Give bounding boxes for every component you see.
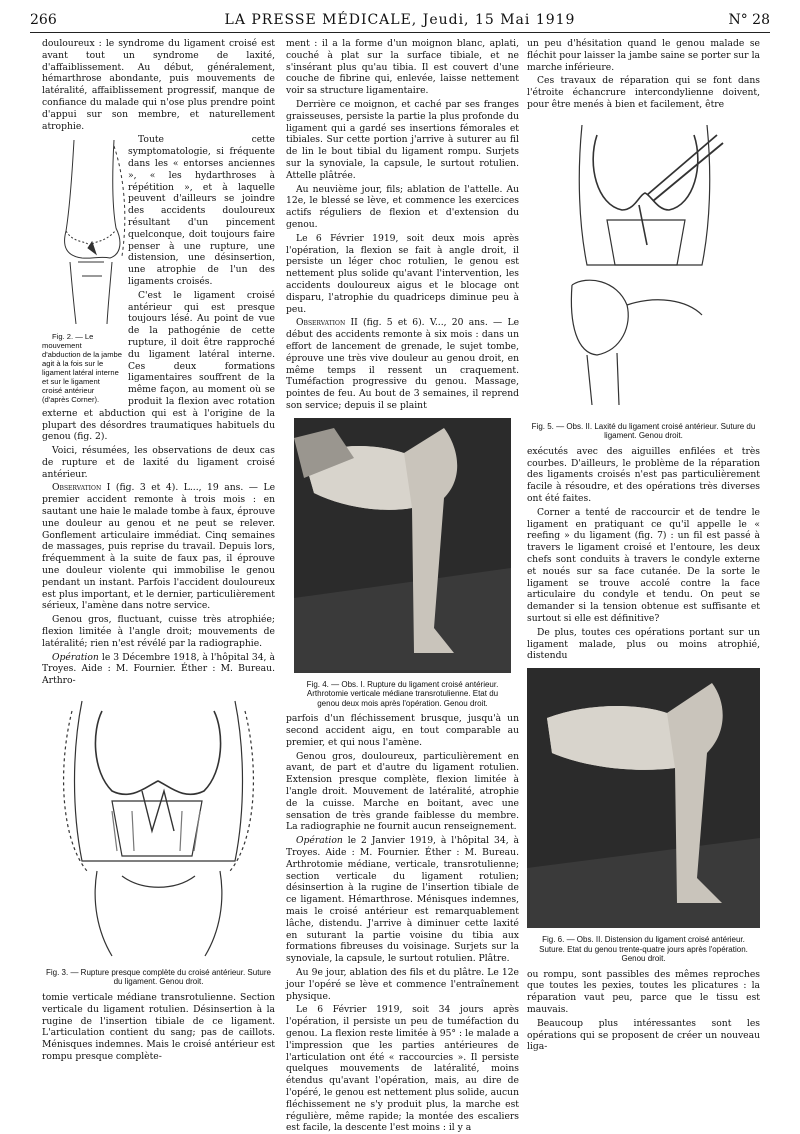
- column-2: [286, 38, 520, 1134]
- paragraph: ment : il a la forme d'un moignon blanc, aplati, couché à plat sur la surface tibiale, et ne s'insérant plus qu'au tibia. Il est couvert d'une couche de fibrine qui, enlevée, laisse nettement voir sa structure ligamentaire.: [286, 38, 519, 97]
- paragraph: Genou gros, douloureux, particulièrement en avant, de part et d'autre du ligament rotulien. Extension presque complète, flexion limitée à l'angle droit. Mouvement de latéralité, atrophie de la cuisse. Marche en boitant, avec une sensation de très grande faiblesse du membre. La radiographie ne fournit aucun renseignement.: [286, 750, 519, 833]
- paragraph-text: (fig. 5 et 6). V..., 20 ans. — Le début des accidents remonte à six mois : dans un effort de lancement de grenade, le sujet tombe, éprouve une très vive douleur au genou droit, en même temps il ressent un craquement. Tuméfaction progressive du genou. Massage, pointes de feu. Au bout de 3 semaines, il reprend son service; depuis il se plaint: [286, 317, 520, 411]
- figure-3-caption: Fig. 3. — Rupture presque complète du croisé antérieur. Suture du ligament. Genou droit.: [45, 967, 271, 987]
- paragraph: douloureux : le syndrome du ligament croisé est avant tout un syndrome de laxité, d'affaiblissement. Au début, généralement, hémarthrose abondante, puis mouvements de latéralité, affaiblissement progressif, manque de confiance du malade qui n'ose plus prendre point d'appui sur son membre, et naturellement atrophie.: [42, 38, 275, 132]
- paragraph: [286, 835, 519, 965]
- paragraph-text: le 2 Janvier 1919, à l'hôpital 34, à Troyes. Aide : M. Fournier. Éther : M. Bureau. Arthrotomie médiane, verticale, transrotulienne; section verticale du ligament rotulien; désinsertion à la rugine de l'insertion tibiale de ce ligament. Hémarthrose. Ménisques indemnes, mais le croisé antérieur est remarquablement lâche, distendu. J'arrive à diminuer cette laxité en suturant la partie voisine du tibia aux formations fibreuses du voisinage. Surjets sur la synoviale, la capsule, le surtout rotulien. Plâtre.: [286, 835, 519, 965]
- paragraph-text: (fig. 3 et 4). L..., 19 ans. — Le premier accident remonte à trois mois : en sautant une haie le malade tombe à faux, éprouve une douleur au genou et ne peut se relever. Gonflement articulaire immédiat. Cinq semaines de massages, puis reprise du travail. Depuis lors, fréquemment à la suite de faux pas, il éprouve une douleur violente qui immobilise le genou pendant un instant. Parfois l'accident douloureux est plus important, et le dernier, particulièrement sérieux, l'amène dans notre service.: [42, 482, 276, 612]
- figure-4: [294, 418, 511, 714]
- figure-6: [527, 668, 760, 969]
- operation-label: Opération: [52, 651, 99, 663]
- paragraph: [42, 482, 275, 612]
- column-1: [42, 38, 275, 1078]
- paragraph: [286, 317, 519, 411]
- observation-label: Observation II: [296, 317, 358, 329]
- paragraph: Derrière ce moignon, et caché par ses franges graisseuses, persiste la partie la plus profonde du ligament qui a gardé ses insertions fémorales et tibiales. Sur cette portion j'arrive à suturer au fil de lin le bout tibial du ligament rompu. Surjets sur la synoviale, la capsule, le surtout rotulien. Attelle plâtrée.: [286, 98, 519, 181]
- figure-5: [527, 115, 760, 446]
- paragraph: tomie verticale médiane transrotulienne. Section verticale du ligament rotulien. Désinsertion à la rugine de l'insertion tibiale de ce ligament. L'articulation contient du sang; pas de caillots. Ménisques indemnes. Mais le croisé antérieur est rompu presque complète-: [42, 992, 275, 1062]
- issue-number: N° 28: [728, 12, 770, 28]
- paragraph-text: Toute cette symptomatologie, si fréquente dans les « entorses anciennes », « les hydarthroses à répétition », et à laquelle peuvent d'ailleurs se joindre des accidents douloureux résultant d'un pincement quelconque, doit toujours faire penser à une rupture, une distension, une désinsertion, une atrophie de l'un des ligaments croisés.: [128, 134, 275, 287]
- knee-photograph: [294, 418, 511, 673]
- column-3: [527, 38, 760, 1078]
- journal-title: LA PRESSE MÉDICALE, Jeudi, 15 Mai 1919: [224, 12, 576, 28]
- observation-label: Observation I: [52, 482, 111, 494]
- operation-label: Opération: [296, 835, 343, 847]
- paragraph: Au neuvième jour, fils; ablation de l'attelle. Au 12e, le blessé se lève, et commence les exercices actifs réguliers de flexion et d'extension du genou.: [286, 183, 519, 230]
- knee-suture-illustration: [42, 691, 275, 961]
- page-header: [30, 10, 770, 33]
- paragraph: Voici, résumées, les observations de deux cas de rupture et de laxité du ligament croisé antérieur.: [42, 445, 275, 480]
- paragraph: Le 6 Février 1919, soit deux mois après l'opération, la flexion se fait à angle droit, il persiste un léger choc rotulien, le genou est nettement plus solide qu'avant l'intervention, les accidents douloureux aigus et le blocage ont disparu, l'atrophie du quadriceps diminue peu à peu.: [286, 232, 519, 315]
- paragraph: De plus, toutes ces opérations portant sur un ligament malade, plus ou moins atrophié, distendu: [527, 626, 760, 662]
- paragraph: Au 9e jour, ablation des fils et du plâtre. Le 12e jour l'opéré se lève et commence l'entraînement physique.: [286, 967, 519, 1002]
- knee-suture-illustration: [527, 115, 760, 415]
- paragraph: [42, 652, 275, 687]
- figure-2: [42, 136, 122, 404]
- figure-4-caption: Fig. 4. — Obs. I. Rupture du ligament croisé antérieur. Arthrotomie verticale médiane transrotulienne. Etat du genou deux mois après l'opération. Genou droit.: [306, 679, 499, 708]
- paragraph: exécutés avec des aiguilles enfilées et très courbes. D'ailleurs, le problème de la réparation des ligaments croisés n'est pas particulièrement facile à résoudre, et des opérations très diverses ont été faites.: [527, 445, 760, 504]
- paragraph: un peu d'hésitation quand le genou malade se fléchit pour laisser la jambe saine se porter sur la marche inférieure.: [527, 38, 760, 73]
- paragraph: parfois d'un fléchissement brusque, jusqu'à un second accident aigu, en tout comparable au premier, et qui nous l'amène.: [286, 713, 519, 748]
- paragraph: ou rompu, sont passibles des mêmes reproches que toutes les pexies, toutes les plicatures : la réparation vaut peu, parce que le tissu est mauvais.: [527, 968, 760, 1016]
- figure-3: [42, 691, 275, 992]
- figure-2-caption: Fig. 2. — Le mouvement d'abduction de la jambe agit à la fois sur le ligament latéral interne et sur le ligament croisé antérieur (d'après Corner).: [42, 332, 122, 405]
- figure-6-caption: Fig. 6. — Obs. II. Distension du ligament croisé antérieur. Suture. Etat du genou trente-quatre jours après l'opération. Genou droit.: [539, 934, 748, 964]
- paragraph: Beaucoup plus intéressantes sont les opérations qui se proposent de créer un nouveau liga-: [527, 1017, 760, 1053]
- paragraph: Corner a tenté de raccourcir et de tendre le ligament en pratiquant ce qu'il appelle le « reefing » du ligament (fig. 7) : un fil est passé à travers le ligament croisé et l'entoure, les deux chefs sont conduits à travers le condyle externe et noués sur sa face cutanée. De la sorte le ligament se trouve accolé contre la face articulaire du condyle et tendu. On peut se demander si la tension obtenue est suffisante et surtout si elle est définitive?: [527, 506, 760, 624]
- paragraph: Ces travaux de réparation qui se font dans l'étroite échancrure intercondylienne doivent, pour être menés à bien et facilement, être: [527, 75, 760, 110]
- knee-sketch-illustration: [52, 136, 132, 326]
- knee-photograph: [527, 668, 760, 928]
- paragraph-text: le 3 Décembre 1918, à l'hôpital 34, à Troyes. Aide : M. Fournier. Éther : M. Bureau. Arthro-: [42, 651, 275, 687]
- figure-5-caption: Fig. 5. — Obs. II. Laxité du ligament croisé antérieur. Suture du ligament. Genou droit.: [531, 421, 756, 441]
- paragraph: Genou gros, fluctuant, cuisse très atrophiée; flexion limitée à l'angle droit; mouvements de latéralité; rien n'est révélé par la radiographie.: [42, 614, 275, 649]
- paragraph: C'est le ligament croisé antérieur qui est presque toujours lésé. Au point de vue de la pathogénie de cette rupture, il doit être rapproché du ligament latéral interne. Ces deux formations ligamentaires souffrent de la même façon, au moment où se produit la flexion avec rotation externe et abduction qui est à l'origine de la plupart des désordres traumatiques habituels du genou (fig. 2).: [42, 289, 275, 443]
- page-number: 266: [30, 12, 57, 28]
- paragraph: Le 6 Février 1919, soit 34 jours après l'opération, il persiste un peu de tuméfaction du genou. La flexion reste limitée à 95° : le malade a l'impression que les parties antérieures de l'articulation ont été « raccourcies ». Il persiste quelques mouvements de latéralité, moins étendus qu'avant l'opération, mais, au dire de l'opéré, le genou est nettement plus solide, aucun fléchissement ne s'y produit plus, la marche est régulière, même rapide; la montée des escaliers est facile, la descente l'est moins : il y a: [286, 1004, 519, 1134]
